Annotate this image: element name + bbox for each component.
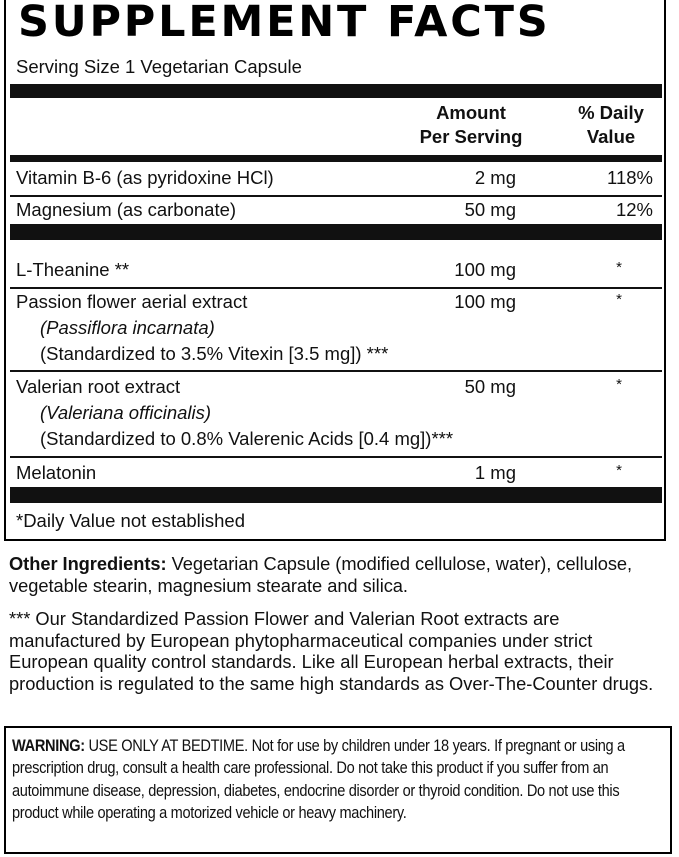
ingredient-botanical-source: (Passiflora incarnata)	[40, 317, 215, 338]
other-ingredients-label: Other Ingredients:	[9, 553, 167, 574]
thick-divider	[10, 84, 662, 98]
ingredient-name: Valerian root extract	[16, 376, 181, 397]
other-ingredients	[9, 553, 669, 596]
row-divider	[10, 287, 662, 289]
warning-label: WARNING:	[12, 737, 85, 755]
warning-body: USE ONLY AT BEDTIME. Not for use by children under 18 years. If pregnant or using a prescription drug, consult a health care professional. Do not take this product if you suffer from an autoimmune disease, depression, diabetes, endocrine disorder or thyroid condition. Do not use this product while operating a motorized vehicle or heavy machinery.	[12, 737, 625, 823]
nutrient-amount: 2 mg	[474, 167, 516, 188]
row-divider	[10, 370, 662, 372]
ingredient-daily-value: *	[616, 259, 622, 276]
nutrient-name: Vitamin B-6 (as pyridoxine HCl)	[16, 167, 274, 188]
footnote: *Daily Value not established	[16, 510, 245, 531]
nutrient-daily-value: 12%	[615, 199, 653, 220]
warning-box	[4, 726, 672, 854]
medium-divider	[10, 155, 662, 162]
ingredient-amount: 50 mg	[464, 376, 516, 397]
ingredient-botanical-source: (Valeriana officinalis)	[40, 402, 212, 423]
nutrient-amount: 50 mg	[464, 199, 516, 220]
serving-size: Serving Size 1 Vegetarian Capsule	[16, 56, 302, 77]
supplement-facts-panel	[4, 0, 666, 541]
panel-title: SUPPLEMENT FACTS	[18, 0, 551, 47]
thick-divider	[10, 224, 662, 240]
amount-header-line2: Per Serving	[419, 126, 523, 147]
ingredient-name: Passion flower aerial extract	[16, 291, 248, 312]
ingredient-standardization: (Standardized to 3.5% Vitexin [3.5 mg]) ***	[40, 343, 389, 364]
ingredient-amount: 100 mg	[454, 259, 516, 280]
ingredient-daily-value: *	[616, 291, 622, 308]
row-divider	[10, 195, 662, 197]
row-divider	[10, 456, 662, 458]
ingredient-name: L-Theanine **	[16, 259, 130, 280]
ingredient-amount: 1 mg	[474, 462, 516, 483]
thick-divider	[10, 487, 662, 503]
ingredient-amount: 100 mg	[454, 291, 516, 312]
warning-text	[12, 735, 669, 825]
ingredient-standardization: (Standardized to 0.8% Valerenic Acids [0.4 mg])***	[40, 428, 454, 449]
ingredient-name: Melatonin	[16, 462, 97, 483]
standardized-extracts-note: *** Our Standardized Passion Flower and Valerian Root extracts are manufactured by European phytopharmaceutical companies under strict European quality control standards. Like all European herbal extracts, their production is regulated to the same high standards as Over-The-Counter drugs.	[9, 608, 654, 694]
ingredient-daily-value: *	[616, 376, 622, 393]
nutrient-name: Magnesium (as carbonate)	[16, 199, 237, 220]
amount-header-line1: Amount	[436, 102, 506, 123]
ingredient-daily-value: *	[616, 462, 622, 479]
other-ingredients-text: Vegetarian Capsule (modified cellulose, water), cellulose, vegetable stearin, magnesium stearate and silica.	[9, 553, 633, 596]
dv-header-line1: % Daily	[578, 102, 644, 123]
dv-header-line2: Value	[586, 126, 636, 147]
nutrient-daily-value: 118%	[607, 167, 653, 188]
